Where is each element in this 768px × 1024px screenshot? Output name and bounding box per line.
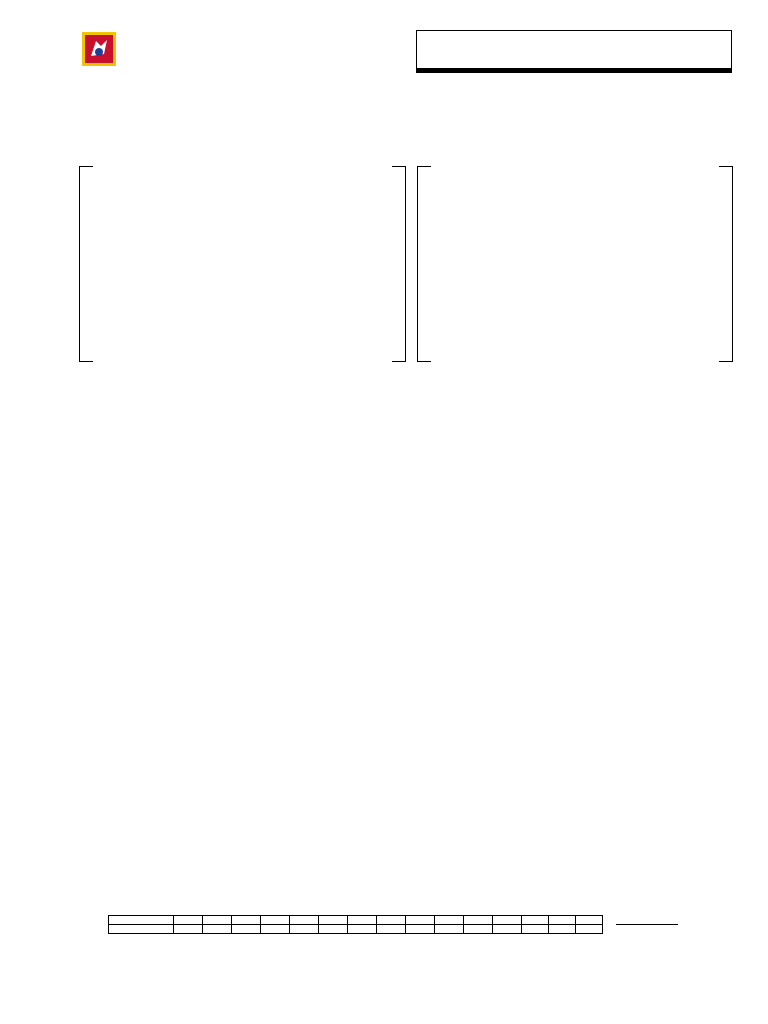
frame-tick xyxy=(417,361,431,362)
row-label-afternoon xyxy=(109,925,174,934)
frame-tick xyxy=(392,361,406,362)
list-item xyxy=(104,97,128,111)
reference-info-table xyxy=(416,68,732,73)
frame-tick xyxy=(417,166,431,167)
signature-line xyxy=(616,924,678,925)
frame-tick xyxy=(719,166,733,167)
distribution-list xyxy=(104,97,128,125)
frame-tick xyxy=(719,361,733,362)
recipient-frame-left xyxy=(79,166,80,361)
place-date-box xyxy=(416,30,732,70)
list-item xyxy=(104,111,128,125)
frame-tick xyxy=(79,361,93,362)
schedule-grid xyxy=(108,915,603,934)
army-emblem-logo xyxy=(82,32,116,66)
subject-frame-left xyxy=(417,166,418,361)
row-label-morning xyxy=(109,916,174,925)
recipient-frame-right xyxy=(393,166,406,361)
dependency-line xyxy=(417,72,732,73)
frame-tick xyxy=(392,166,406,167)
subject-frame-right xyxy=(720,166,733,361)
frame-tick xyxy=(79,166,93,167)
